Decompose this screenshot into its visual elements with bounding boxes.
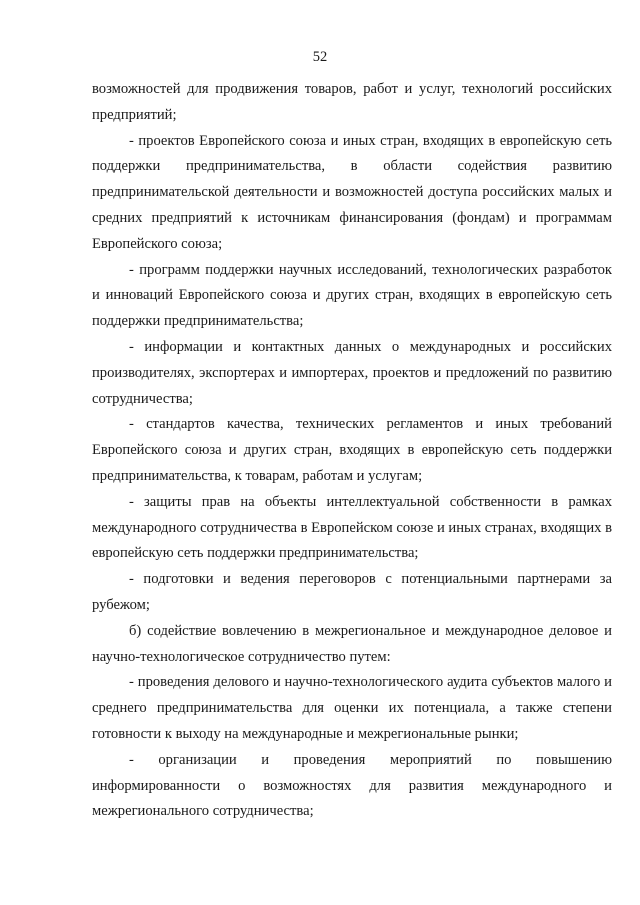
list-item-audit: - проведения делового и научно-технологического аудита субъектов малого и среднего предпринимательства для оценки их потенциала, а также степени готовности к выходу на международные и межрегиональные рынки; — [92, 674, 612, 742]
list-item-ip-protection: - защиты прав на объекты интеллектуальной собственности в рамках международного сотрудничества в Европейском союзе и иных странах, входящих в европейскую сеть поддержки предпринимательства; — [92, 493, 612, 562]
page-number: 52 — [312, 49, 328, 65]
list-item-events: - организации и проведения мероприятий по повышению информированности о возможностях для развития международного и межрегионального сотрудничества; — [92, 751, 612, 820]
list-item-quality-standards: - стандартов качества, технических регламентов и иных требований Европейского союза и других стран, входящих в европейскую сеть поддержки предпринимательства, к товарам, работам и услугам; — [92, 416, 612, 484]
paragraph-continuation: возможностей для продвижения товаров, работ и услуг, технологий российских предприятий; — [92, 81, 612, 123]
list-item-eu-projects: - проектов Европейского союза и иных стран, входящих в европейскую сеть поддержки предпринимательства, в области содействия развитию предпринимательской деятельности и возможностей доступа российских малых и средних предприятий к источникам финансирования (фондам) и программам Европейского союза; — [92, 132, 612, 252]
paragraph-item-b: б) содействие вовлечению в межрегиональное и международное деловое и научно-технологическое сотрудничество путем: — [92, 622, 612, 665]
body-text — [92, 77, 612, 825]
list-item-negotiations: - подготовки и ведения переговоров с потенциальными партнерами за рубежом; — [92, 571, 612, 613]
list-item-research-programs: - программ поддержки научных исследований, технологических разработок и инноваций Европейского союза и других стран, входящих в европейскую сеть поддержки предпринимательства; — [92, 261, 612, 330]
list-item-contact-data: - информации и контактных данных о международных и российских производителях, экспортерах и импортерах, проектов и предложений по развитию сотрудничества; — [92, 338, 612, 407]
